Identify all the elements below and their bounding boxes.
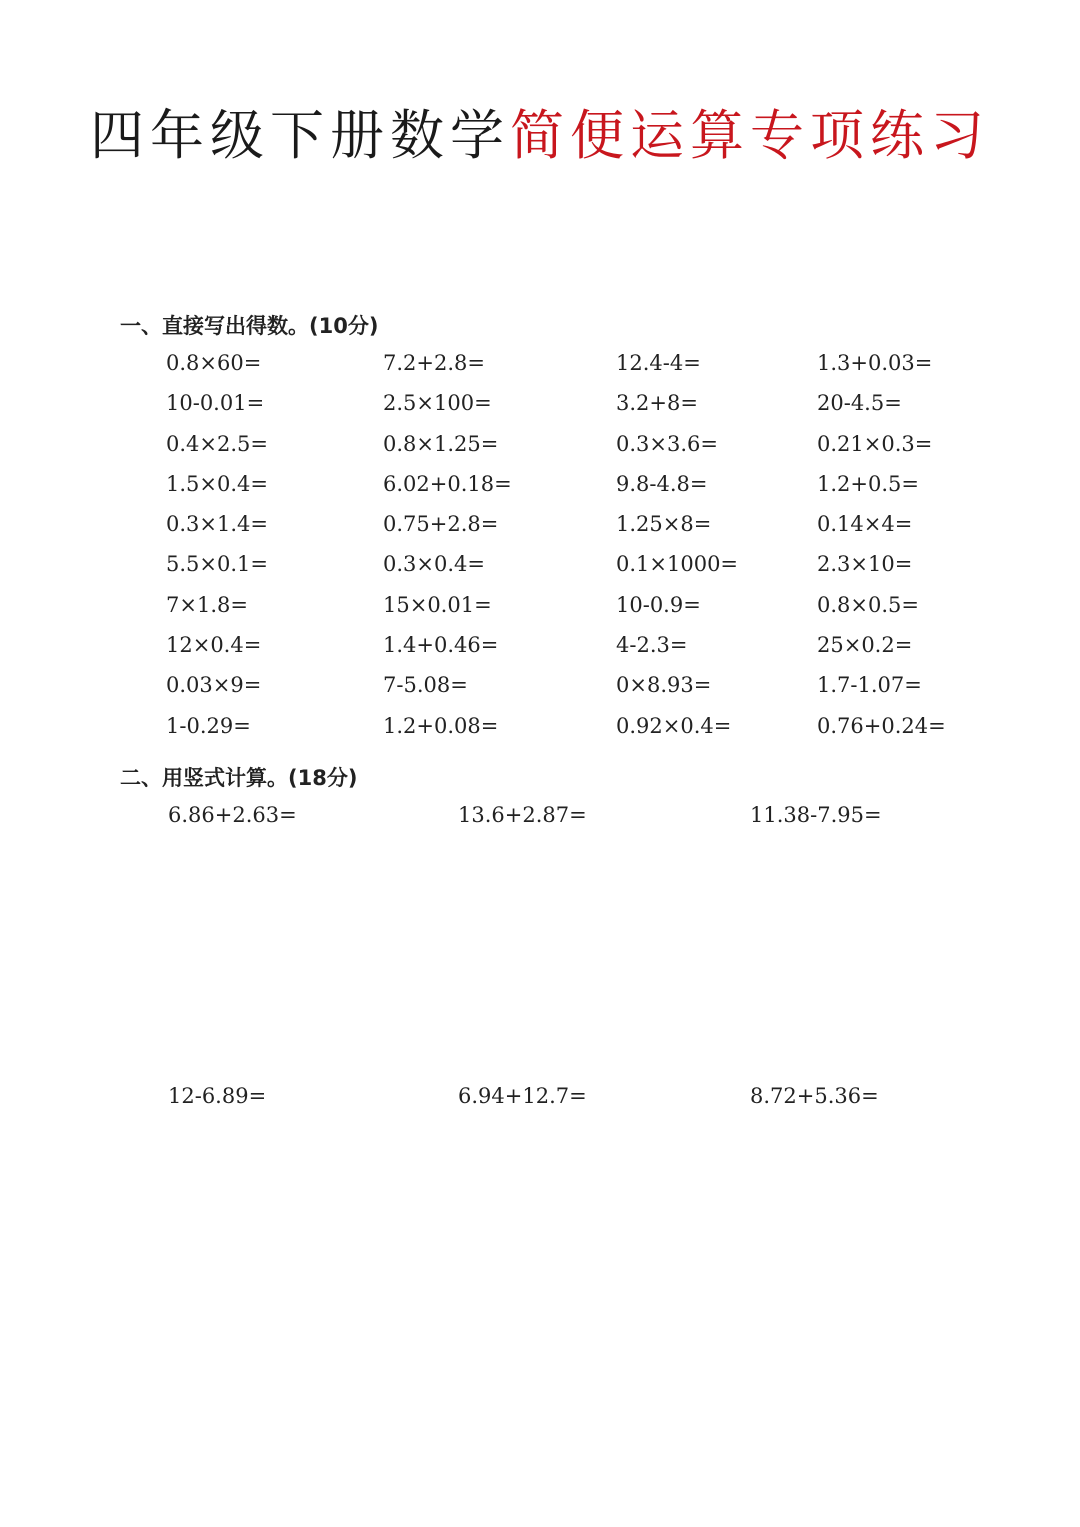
mental-problem: 0.75+2.8= <box>383 512 499 537</box>
mental-problem: 0.21×0.3= <box>817 431 933 456</box>
mental-problem: 0.4×2.5= <box>166 431 268 456</box>
mental-problem: 2.3×10= <box>817 552 913 577</box>
vertical-calc-row <box>168 1078 968 1114</box>
mental-problem: 1.2+0.5= <box>817 471 919 496</box>
mental-problem: 2.5×100= <box>383 391 492 416</box>
mental-problem: 0.3×1.4= <box>166 512 268 537</box>
vertical-problem: 6.86+2.63= <box>168 803 297 827</box>
mental-problem: 0.76+0.24= <box>817 713 946 738</box>
vertical-problem: 12-6.89= <box>168 1084 267 1108</box>
mental-problem: 1.7-1.07= <box>817 673 922 698</box>
vertical-problem: 13.6+2.87= <box>458 803 587 827</box>
mental-problem: 1.5×0.4= <box>166 471 268 496</box>
mental-problem: 0.8×60= <box>166 351 262 375</box>
mental-problem: 20-4.5= <box>817 391 902 416</box>
mental-problem: 1.3+0.03= <box>817 351 933 375</box>
mental-problem: 1.25×8= <box>616 512 712 537</box>
mental-problem: 10-0.01= <box>166 391 265 416</box>
title-grade-part: 四年级下册数学 <box>90 104 510 167</box>
mental-problem: 12.4-4= <box>616 351 701 375</box>
mental-problem: 12×0.4= <box>166 633 262 658</box>
title-topic-part: 简便运算专项练习 <box>510 104 990 167</box>
section1-heading: 一、直接写出得数。(10分) <box>120 314 379 338</box>
vertical-problem: 11.38-7.95= <box>750 803 882 827</box>
mental-problem: 0.8×0.5= <box>817 592 919 617</box>
section2-heading: 二、用竖式计算。(18分) <box>120 766 358 790</box>
mental-problem: 6.02+0.18= <box>383 471 512 496</box>
mental-problem: 0.1×1000= <box>616 552 739 577</box>
vertical-calc-row <box>168 797 968 833</box>
mental-problem: 9.8-4.8= <box>616 471 708 496</box>
mental-problem: 3.2+8= <box>616 391 698 416</box>
mental-problem: 25×0.2= <box>817 633 913 658</box>
mental-problem: 5.5×0.1= <box>166 552 268 577</box>
mental-problem: 1.2+0.08= <box>383 713 499 738</box>
vertical-problem: 6.94+12.7= <box>458 1084 587 1108</box>
mental-problem: 7-5.08= <box>383 673 468 698</box>
mental-problem: 10-0.9= <box>616 592 701 617</box>
mental-problem: 0.8×1.25= <box>383 431 499 456</box>
mental-problem: 0.3×3.6= <box>616 431 718 456</box>
mental-problem: 1-0.29= <box>166 713 251 738</box>
mental-math-grid <box>166 343 966 746</box>
mental-problem: 7×1.8= <box>166 592 248 617</box>
mental-problem: 0.03×9= <box>166 673 262 698</box>
mental-problem: 1.4+0.46= <box>383 633 499 658</box>
vertical-problem: 8.72+5.36= <box>750 1084 879 1108</box>
mental-problem: 4-2.3= <box>616 633 688 658</box>
worksheet-title <box>0 100 1080 172</box>
mental-problem: 0.92×0.4= <box>616 713 732 738</box>
mental-problem: 0×8.93= <box>616 673 712 698</box>
mental-problem: 0.14×4= <box>817 512 913 537</box>
mental-problem: 15×0.01= <box>383 592 492 617</box>
mental-problem: 0.3×0.4= <box>383 552 485 577</box>
mental-problem: 7.2+2.8= <box>383 351 485 375</box>
